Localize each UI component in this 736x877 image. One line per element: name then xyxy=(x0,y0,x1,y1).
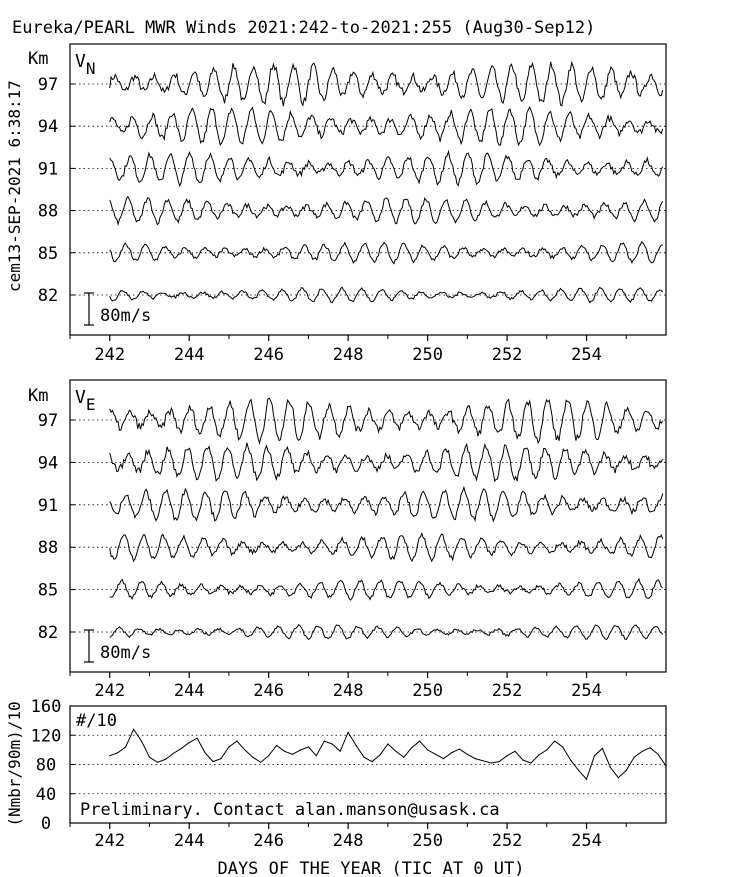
annotation: Preliminary. Contact alan.manson@usask.ca xyxy=(80,800,500,820)
count-point xyxy=(284,751,285,752)
height-tick-label: 82 xyxy=(37,286,59,306)
count-point xyxy=(618,777,619,778)
count-point xyxy=(602,748,603,749)
height-tick-label: 88 xyxy=(37,201,59,222)
count-point xyxy=(332,743,333,744)
count-point xyxy=(181,748,182,749)
y-unit-label: Km xyxy=(28,49,49,69)
x-tick-label: 242 xyxy=(94,345,126,365)
count-point xyxy=(467,754,468,755)
count-point xyxy=(491,762,492,763)
count-point xyxy=(125,746,126,747)
x-tick-label: 248 xyxy=(332,831,364,851)
count-point xyxy=(435,754,436,755)
count-point xyxy=(165,759,166,760)
count-point xyxy=(570,760,571,761)
count-point xyxy=(658,754,659,755)
count-point xyxy=(236,741,237,742)
y-tick-label: 120 xyxy=(30,726,62,747)
height-tick-label: 94 xyxy=(37,453,59,474)
height-tick-label: 94 xyxy=(37,117,59,138)
panel-frame xyxy=(70,380,666,672)
side-stamp: cem13-SEP-2021 6:38:17 xyxy=(5,80,24,292)
scale-bar-label: 80m/s xyxy=(100,643,152,663)
count-point xyxy=(228,746,229,747)
x-tick-label: 254 xyxy=(571,831,602,851)
x-tick-label: 248 xyxy=(332,345,364,365)
x-tick-label: 252 xyxy=(491,345,523,365)
count-point xyxy=(451,752,452,753)
count-point xyxy=(252,757,253,758)
count-point xyxy=(133,729,134,730)
count-point xyxy=(626,770,627,771)
count-point xyxy=(268,755,269,756)
count-point xyxy=(443,758,444,759)
count-point xyxy=(149,757,150,758)
count-point xyxy=(356,745,357,746)
count-point xyxy=(173,753,174,754)
panel-label xyxy=(75,51,95,78)
height-tick-label: 91 xyxy=(37,159,59,180)
panels xyxy=(5,44,667,851)
count-point xyxy=(483,760,484,761)
count-point xyxy=(189,742,190,743)
height-tick-label: 85 xyxy=(37,243,59,264)
count-y-label: (Nmbr/90m)/10 xyxy=(5,701,24,827)
count-point xyxy=(300,749,301,750)
x-tick-label: 248 xyxy=(332,681,364,701)
count-point xyxy=(610,767,611,768)
count-point xyxy=(205,752,206,753)
count-point xyxy=(650,747,651,748)
x-tick-label: 244 xyxy=(173,831,205,851)
x-tick-label: 244 xyxy=(173,681,205,701)
x-tick-label: 252 xyxy=(491,831,523,851)
x-tick-label: 244 xyxy=(173,345,205,365)
count-point xyxy=(507,755,508,756)
height-tick-label: 85 xyxy=(37,580,59,601)
y-unit-label: Km xyxy=(28,386,49,406)
count-point xyxy=(340,751,341,752)
height-tick-label: 97 xyxy=(37,75,59,95)
x-tick-label: 246 xyxy=(253,681,285,701)
panel-label: #/10 xyxy=(76,711,117,731)
count-point xyxy=(109,755,110,756)
x-tick-label: 250 xyxy=(412,681,443,701)
x-tick-label: 246 xyxy=(253,345,285,365)
count-point xyxy=(244,749,245,750)
count-point xyxy=(260,762,261,763)
count-point xyxy=(157,762,158,763)
x-tick-label: 250 xyxy=(412,345,443,365)
count-point xyxy=(324,741,325,742)
count-point xyxy=(578,770,579,771)
scale-bar-label: 80m/s xyxy=(100,306,152,326)
count-point xyxy=(538,754,539,755)
count-point xyxy=(411,747,412,748)
count-point xyxy=(522,760,523,761)
panel-label xyxy=(75,387,95,414)
count-point xyxy=(308,746,309,747)
x-tick-label: 254 xyxy=(571,681,602,701)
x-tick-label: 242 xyxy=(94,831,126,851)
height-tick-label: 88 xyxy=(37,538,59,559)
count-point xyxy=(530,762,531,763)
count-point xyxy=(665,765,666,766)
y-tick-label: 0 xyxy=(40,814,52,834)
x-tick-label: 252 xyxy=(491,681,523,701)
count-point xyxy=(634,757,635,758)
y-tick-label: 80 xyxy=(35,755,57,776)
count-point xyxy=(292,754,293,755)
count-point xyxy=(117,752,118,753)
x-axis-title: DAYS OF THE YEAR (TIC AT 0 UT) xyxy=(217,859,525,877)
count-point xyxy=(371,761,372,762)
count-point xyxy=(363,757,364,758)
panel-label-main: V xyxy=(75,387,86,408)
count-point xyxy=(141,741,142,742)
x-tick-label: 250 xyxy=(412,831,443,851)
count-trace xyxy=(110,729,666,779)
x-tick-label: 254 xyxy=(571,345,602,365)
count-point xyxy=(459,749,460,750)
count-point xyxy=(514,751,515,752)
y-tick-label: 40 xyxy=(35,784,57,805)
count-point xyxy=(212,761,213,762)
x-tick-label: 242 xyxy=(94,681,126,701)
y-tick-label: 160 xyxy=(30,697,62,717)
count-point xyxy=(276,745,277,746)
count-point xyxy=(403,757,404,758)
count-point xyxy=(348,732,349,733)
panel-label-sub: E xyxy=(85,395,96,414)
count-point xyxy=(197,738,198,739)
count-point xyxy=(475,758,476,759)
count-point xyxy=(562,746,563,747)
height-tick-label: 91 xyxy=(37,495,59,516)
panel-label-main: V xyxy=(75,51,86,72)
wind-trace xyxy=(110,398,663,443)
count-point xyxy=(554,741,555,742)
count-point xyxy=(419,741,420,742)
panel-label-sub: N xyxy=(85,59,96,78)
height-tick-label: 97 xyxy=(37,411,59,431)
count-point xyxy=(427,749,428,750)
count-point xyxy=(387,743,388,744)
count-point xyxy=(642,751,643,752)
figure-title: Eureka/PEARL MWR Winds 2021:242-to-2021:255 (Aug30-Sep12) xyxy=(12,18,596,38)
count-point xyxy=(594,755,595,756)
height-tick-label: 82 xyxy=(37,623,59,643)
count-point xyxy=(499,761,500,762)
count-point xyxy=(395,751,396,752)
wind-trace xyxy=(110,443,663,481)
wind-trace xyxy=(110,487,663,521)
count-point xyxy=(316,755,317,756)
count-point xyxy=(546,749,547,750)
count-point xyxy=(586,779,587,780)
count-point xyxy=(220,758,221,759)
count-point xyxy=(379,754,380,755)
x-tick-label: 246 xyxy=(253,831,285,851)
